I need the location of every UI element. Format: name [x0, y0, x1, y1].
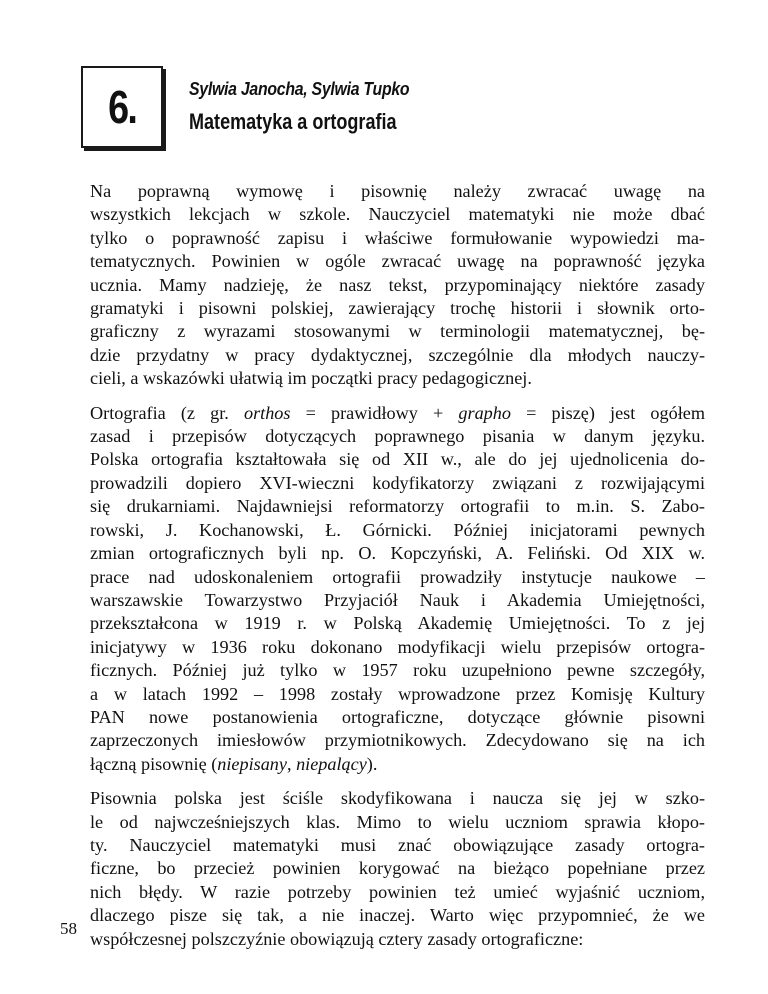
term-niepalacy: niepalący — [296, 753, 367, 774]
text-line: graficzny z wyrazami stosowanymi w terminologii matematycznej, bę- — [90, 321, 705, 342]
text-line: gramatyki i pisowni polskiej, zawierający trochę historii i słownik orto- — [90, 298, 705, 319]
text-line: przekształcona w 1919 r. w Polską Akademię Umiejętności. To z jej — [90, 613, 705, 634]
term-grapho: grapho — [458, 402, 511, 423]
text-line: le od najwcześniejszych klas. Mimo to wielu uczniom sprawia kłopo- — [90, 811, 705, 832]
text-line: cieli, a wskazówki ułatwią im początki pracy pedagogicznej. — [90, 368, 532, 389]
text-line: ficzne, bo przecież powinien korygować na bieżąco popełniane przez — [90, 858, 705, 879]
text-line: dlaczego pisze się tak, a nie inaczej. Warto więc przypomnieć, że we — [90, 905, 705, 926]
text-line: ty. Nauczyciel matematyki musi znać obowiązujące zasady ortogra- — [90, 834, 705, 855]
text-line: Pisownia polska jest ściśle skodyfikowana i naucza się jej w szko- — [90, 788, 705, 809]
text-line: ficznych. Później już tylko w 1957 roku uzupełniono pewne szczegóły, — [90, 660, 705, 681]
paragraph-1 — [60, 180, 705, 391]
term-orthos: orthos — [243, 402, 291, 423]
chapter-number: 6. — [107, 81, 137, 133]
text-line: zaprzeczonych imiesłowów przymiotnikowych. Zdecydowano się na ich — [90, 730, 705, 751]
text-line: a w latach 1992 – 1998 zostały wprowadzone przez Komisję Kultury — [90, 683, 705, 704]
text-line: zmian ortograficznych byli np. O. Kopczyński, A. Feliński. Od XIX w. — [90, 543, 705, 564]
chapter-title: Matematyka a ortografia — [189, 109, 397, 134]
text-line: rowski, J. Kochanowski, Ł. Górnicki. Później inicjatorami pewnych — [90, 519, 705, 540]
text-line: wszystkich lekcjach w szkole. Nauczyciel matematyki nie może dbać — [90, 204, 705, 225]
text-line: Ortografia (z gr. orthos = prawidłowy + grapho = piszę) jest ogółem — [90, 402, 705, 423]
text-line: łączną pisownię (niepisany, niepalący). — [90, 753, 378, 774]
paragraph-2 — [60, 402, 705, 777]
text-line: nich błędy. W razie potrzeby powinien też umieć wyjaśnić uczniom, — [90, 881, 705, 902]
text-line: zasad i przepisów dotyczących poprawnego pisania w danym języku. — [90, 426, 705, 447]
text-line: się drukarniami. Najdawniejsi reformatorzy ortografii to m.in. S. Zabo- — [90, 496, 705, 517]
authors: Sylwia Janocha, Sylwia Tupko — [189, 79, 410, 99]
text-line: współczesnej polszczyźnie obowiązują cztery zasady ortograficzne: — [90, 928, 584, 949]
text-line: tematycznych. Powinien w ogóle zwracać uwagę na poprawność języka — [90, 251, 705, 272]
page-number: 58 — [60, 919, 77, 938]
text-line: warszawskie Towarzystwo Przyjaciół Nauk i Akademia Umiejętności, — [90, 589, 705, 610]
text-line: ucznia. Mamy nadzieję, że nasz tekst, przypominający niektóre zasady — [90, 274, 705, 295]
chapter-number-box — [81, 66, 163, 148]
text-line: prace nad udoskonaleniem ortografii prowadziły instytucje naukowe – — [90, 566, 705, 587]
text-line: prowadzili dopiero XVI-wieczni kodyfikatorzy związani z rozwijającymi — [90, 472, 705, 493]
text-line: PAN nowe postanowienia ortograficzne, dotyczące głównie pisowni — [90, 706, 705, 727]
text-line: tylko o poprawność zapisu i właściwe formułowanie wypowiedzi ma- — [90, 227, 705, 248]
paragraph-3 — [60, 787, 705, 951]
text-line: dzie przydatny w pracy dydaktycznej, szczególnie dla młodych nauczy- — [90, 344, 705, 365]
text-line: Na poprawną wymowę i pisownię należy zwracać uwagę na — [90, 181, 705, 201]
body-text — [60, 180, 705, 962]
text-line: inicjatywy w 1936 roku dokonano modyfikacji wielu przepisów ortogra- — [90, 636, 705, 657]
text-line: Polska ortografia kształtowała się od XII w., ale do jej ujednolicenia do- — [90, 449, 705, 470]
term-niepisany: niepisany — [217, 753, 287, 774]
